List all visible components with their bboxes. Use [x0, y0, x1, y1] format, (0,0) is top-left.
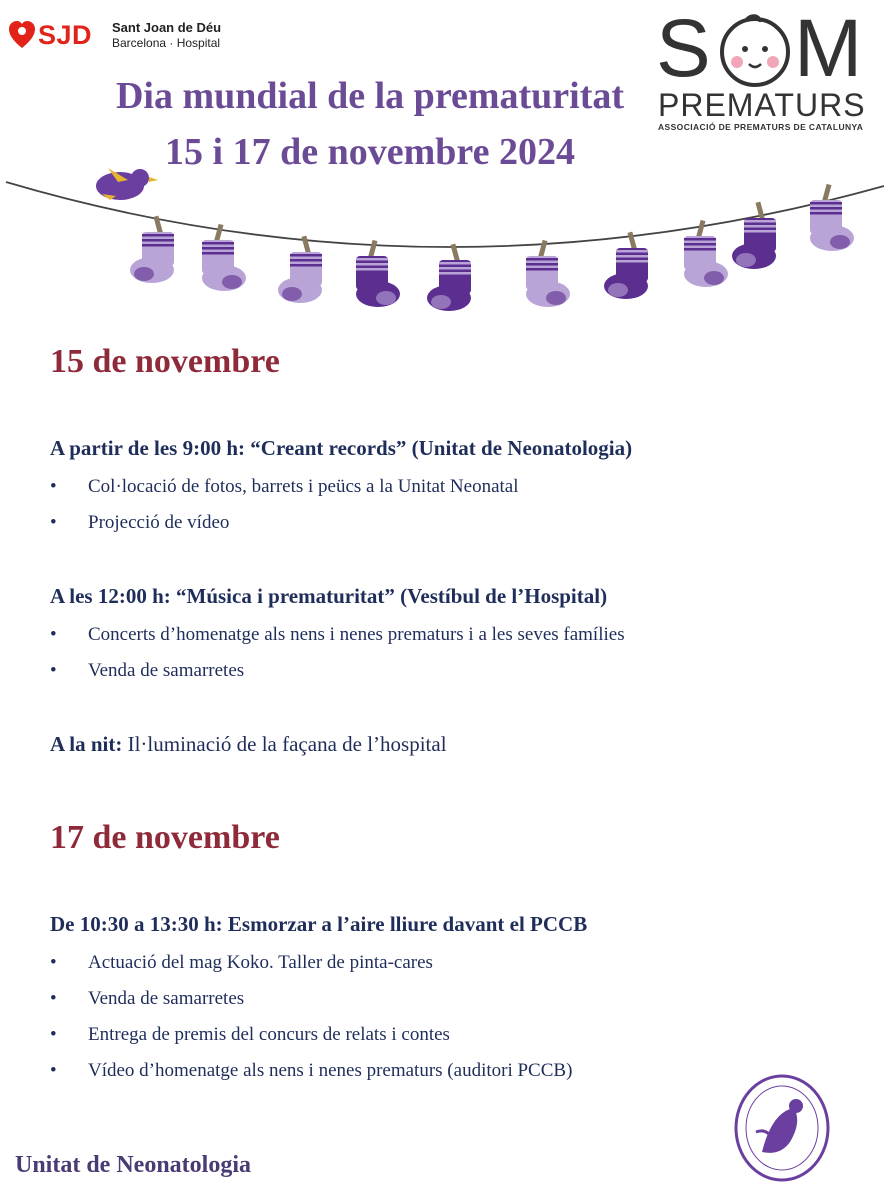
sjd-name: Sant Joan de Déu [112, 20, 222, 35]
event-name: Il·luminació de la façana de l’hospital [122, 732, 447, 756]
bullet-icon: • [50, 1024, 57, 1045]
event-heading [50, 911, 587, 937]
list-item [50, 987, 830, 1013]
section-heading: 15 de novembre [50, 343, 280, 380]
page-title-line-2: 15 i 17 de novembre 2024 [165, 131, 575, 173]
som-letter-m: M [794, 3, 863, 94]
bullet-icon: • [50, 512, 57, 533]
list-item [50, 1023, 830, 1049]
list-item-text: Vídeo d’homenatge als nens i nenes prematurs (auditori PCCB) [88, 1060, 573, 1081]
neonatology-seal-logo [732, 1072, 832, 1184]
page-title-line-1: Dia mundial de la prematuritat [115, 75, 625, 117]
som-prematurs-word: PREMATURS [658, 87, 866, 123]
sock-icon [278, 236, 322, 303]
event-name: “Música i prematuritat” (Vestíbul de l’Hospital) [170, 584, 608, 608]
sock-icon [526, 240, 570, 307]
som-association-name: ASSOCIACIÓ DE PREMATURS DE CATALUNYA [658, 122, 864, 132]
list-item-text: Actuació del mag Koko. Taller de pinta-cares [88, 952, 433, 973]
sock-icon [732, 202, 776, 269]
event-time: A partir de les 9:00 h: [50, 436, 246, 460]
bullet-icon: • [50, 660, 57, 681]
bullet-icon: • [50, 952, 57, 973]
event-time: A les 12:00 h: [50, 584, 171, 608]
sock-garland-illustration [0, 160, 890, 320]
sock-icon [810, 184, 854, 251]
sjd-logo [8, 18, 228, 54]
list-item-text: Venda de samarretes [88, 988, 245, 1009]
event-time: A la nit: [50, 732, 123, 756]
list-item [50, 659, 830, 685]
section-heading: 17 de novembre [50, 819, 280, 856]
sjd-heart-icon [8, 20, 36, 50]
sjd-subtitle: Barcelona · Hospital [112, 36, 221, 50]
list-item [50, 623, 830, 649]
list-item [50, 951, 830, 977]
event-name: Esmorzar a l’aire lliure davant el PCCB [222, 912, 588, 936]
list-item-text: Venda de samarretes [88, 660, 245, 681]
sock-icon [604, 232, 648, 299]
list-item [50, 475, 830, 501]
event-heading [50, 435, 632, 461]
event-time: De 10:30 a 13:30 h: [50, 912, 223, 936]
list-item-text: Entrega de premis del concurs de relats i contes [88, 1024, 450, 1045]
sock-icon [130, 216, 174, 283]
list-item [50, 1059, 830, 1085]
event-name: “Creant records” (Unitat de Neonatologia) [245, 436, 633, 460]
sjd-acronym: SJD [38, 20, 93, 50]
som-letter-s: S [656, 3, 711, 94]
list-item-text: Col·locació de fotos, barrets i peücs a la Unitat Neonatal [88, 476, 519, 497]
bullet-icon: • [50, 624, 57, 645]
list-item-text: Projecció de vídeo [88, 512, 230, 533]
list-item [50, 511, 830, 537]
bullet-icon: • [50, 1060, 57, 1081]
bird-icon [96, 168, 158, 200]
sock-icon [684, 220, 728, 287]
sock-icon [202, 224, 246, 291]
event-heading [50, 583, 607, 609]
bullet-icon: • [50, 988, 57, 1009]
event-heading [50, 731, 447, 757]
list-item-text: Concerts d’homenatge als nens i nenes prematurs i a les seves famílies [88, 624, 625, 645]
footer-unit-name: Unitat de Neonatologia [15, 1152, 251, 1178]
sock-icon [356, 240, 400, 307]
bullet-icon: • [50, 476, 57, 497]
sock-icon [427, 244, 471, 311]
